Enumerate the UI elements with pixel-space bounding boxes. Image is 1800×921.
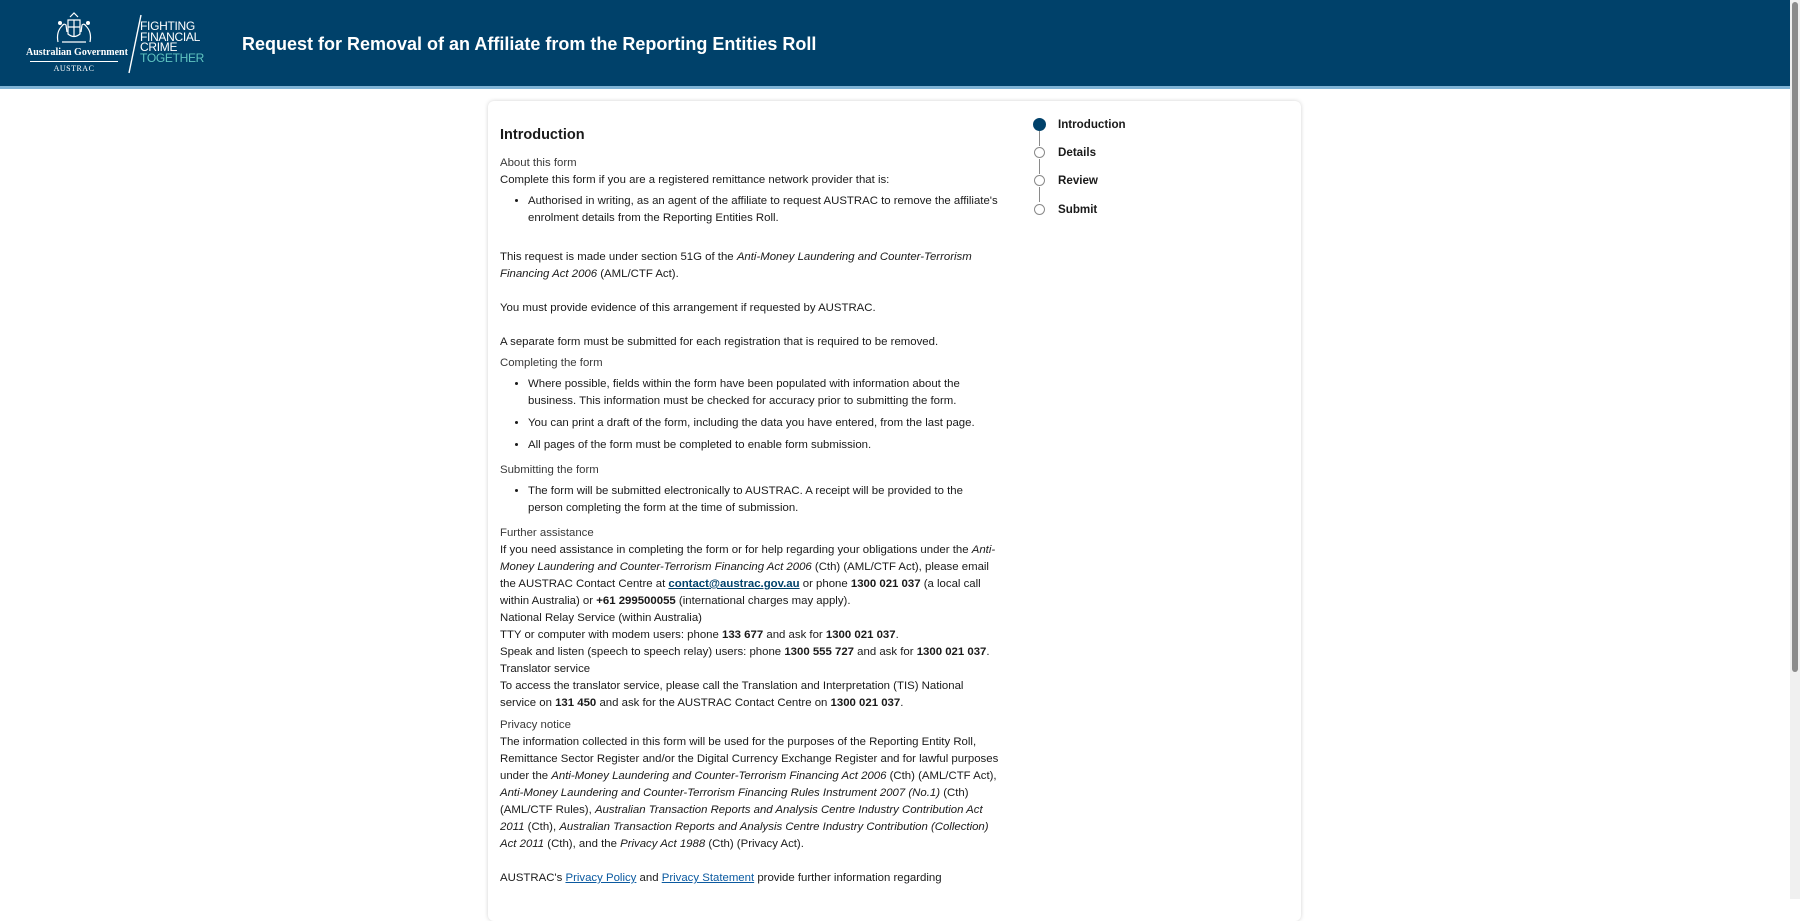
step-dot-icon (1034, 204, 1045, 215)
list-item: • All pages of the form must be completed to enable form submission. (528, 437, 1000, 454)
relay-title: National Relay Service (within Australia) (500, 612, 702, 624)
list-item: • You can print a draft of the form, including the data you have entered, from the last page. (528, 415, 1000, 432)
list-item: • The form will be submitted electronically to AUSTRAC. A receipt will be provided to the person completing the form at the time of submission. (528, 483, 1000, 517)
tagline-line: FINANCIAL (140, 29, 200, 44)
privacy-policy-link[interactable]: Privacy Policy (565, 872, 637, 884)
intl-phone-number: +61 299500055 (596, 595, 676, 607)
submitting-list (500, 483, 1000, 517)
act-name: Australian Transaction Reports and Analysis Centre Industry Contribution Act 2011 (500, 804, 983, 833)
assistance-title: Further assistance (500, 527, 594, 539)
step-connector (1039, 159, 1040, 174)
speak-text (500, 644, 1000, 661)
text: and ask for the AUSTRAC Contact Centre on (596, 697, 831, 709)
australian-government-logo (26, 12, 128, 78)
step-connector (1039, 131, 1040, 146)
list-item: • Authorised in writing, as an agent of the affiliate to request AUSTRAC to remove the affiliate's enrolment details from the Reporting Entities Roll. (528, 193, 1000, 227)
phone-number: 131 450 (555, 697, 597, 709)
text: and (636, 872, 662, 884)
act-name: Anti-Money Laundering and Counter-Terrorism Financing Act 2006 (500, 251, 972, 280)
translator-title: Translator service (500, 663, 591, 675)
separate-text: A separate form must be submitted for each registration that is required to be removed. (500, 336, 939, 348)
act-name: Privacy Act 1988 (620, 838, 706, 850)
phone-number: 1300 021 037 (825, 629, 896, 641)
privacy-statement-link[interactable]: Privacy Statement (661, 872, 755, 884)
scrollbar-thumb[interactable] (1792, 2, 1798, 672)
logo-divider (30, 61, 118, 62)
page-scrollbar[interactable] (1790, 0, 1800, 899)
completing-list (500, 376, 1000, 454)
contact-email-link[interactable]: contact@austrac.gov.au (668, 578, 800, 590)
phone-number: 133 677 (722, 629, 764, 641)
introduction-content (500, 122, 1000, 887)
text: (Cth) (Privacy Act). (705, 838, 804, 850)
step-label: Details (1058, 146, 1097, 160)
app-header (0, 0, 1790, 89)
text: (Cth) (AML/CTF Act), (886, 770, 997, 782)
text: and ask for (763, 629, 826, 641)
text: (Cth), (524, 821, 560, 833)
text: . (895, 629, 899, 641)
text: . (986, 646, 990, 658)
text: (Cth) (AML/CTF Rules), (500, 787, 969, 816)
spacer (500, 232, 1000, 249)
privacy-links-text (500, 870, 1000, 887)
tty-text (500, 627, 1000, 644)
gov-name: Australian Government (26, 47, 128, 58)
text: (Cth), and the (544, 838, 621, 850)
step-label: Submit (1058, 202, 1098, 216)
list-item: • Where possible, fields within the form have been populated with information about the business. This information must be checked for accuracy prior to submitting the form. (528, 376, 1000, 410)
tagline (140, 21, 204, 63)
act-name: Anti-Money Laundering and Counter-Terrorism Financing Rules Instrument 2007 (No.1) (500, 787, 941, 799)
about-lead: Complete this form if you are a registered remittance network provider that is: (500, 174, 890, 186)
phone-number: 1300 021 037 (830, 697, 901, 709)
spacer (500, 853, 1000, 870)
text: If you need assistance in completing the form or for help regarding your obligations under the (500, 544, 972, 556)
tis-text (500, 678, 1000, 712)
tagline-line: CRIME (140, 40, 178, 54)
text: (AML/CTF Act). (597, 268, 679, 280)
tagline-line: TOGETHER (140, 50, 205, 65)
text: (Cth) (AML/CTF Act), please email the AUSTRAC Contact Centre at (500, 561, 989, 590)
text: This request is made under section 51G of the (500, 251, 737, 263)
text: AUSTRAC's (500, 872, 566, 884)
step-label: Review (1058, 174, 1098, 188)
act-name: Anti-Money Laundering and Counter-Terrorism Financing Act 2006 (551, 770, 887, 782)
text: (a local call within Australia) or (500, 578, 981, 607)
text: and ask for (854, 646, 917, 658)
text: . (900, 697, 904, 709)
section-heading: Introduction (500, 127, 585, 143)
evidence-text: You must provide evidence of this arrangement if requested by AUSTRAC. (500, 302, 876, 314)
about-title: About this form (500, 157, 577, 169)
act-name: Australian Transaction Reports and Analysis Centre Industry Contribution (Collection) Act 2011 (500, 821, 989, 850)
coat-of-arms-icon (52, 12, 96, 46)
step-label: Introduction (1058, 118, 1126, 131)
about-list (500, 193, 1000, 227)
spacer (500, 283, 1000, 300)
phone-number: 1300 021 037 (916, 646, 987, 658)
text: The information collected in this form will be used for the purposes of the Reporting Entity Roll, Remittance Sector Register and/or the Digital Currency Exchange Register and for lawful purposes under the (500, 736, 999, 782)
step-connector (1039, 187, 1040, 202)
submitting-title: Submitting the form (500, 464, 599, 476)
text: (international charges may apply). (675, 595, 851, 607)
phone-number: 1300 021 037 (850, 578, 921, 590)
page-title: Request for Removal of an Affiliate from the Reporting Entities Roll (242, 34, 817, 54)
privacy-title: Privacy notice (500, 719, 571, 731)
agency-name: AUSTRAC (53, 64, 95, 73)
text: provide further information regarding (754, 872, 942, 884)
text: Speak and listen (speech to speech relay) users: phone (500, 646, 785, 658)
text: To access the translator service, please call the Translation and Interpretation (TIS) National service on (500, 680, 964, 709)
tagline-line: FIGHTING (140, 19, 195, 33)
step-active-dot-icon (1033, 118, 1046, 131)
spacer (500, 317, 1000, 334)
assistance-text (500, 542, 1000, 610)
phone-number: 1300 555 727 (784, 646, 854, 658)
text: TTY or computer with modem users: phone (500, 629, 723, 641)
completing-title: Completing the form (500, 357, 603, 369)
privacy-text (500, 734, 1000, 853)
act-name: Anti-Money Laundering and Counter-Terrorism Financing Act 2006 (500, 544, 996, 573)
text: or phone (799, 578, 851, 590)
request-text (500, 249, 1000, 283)
